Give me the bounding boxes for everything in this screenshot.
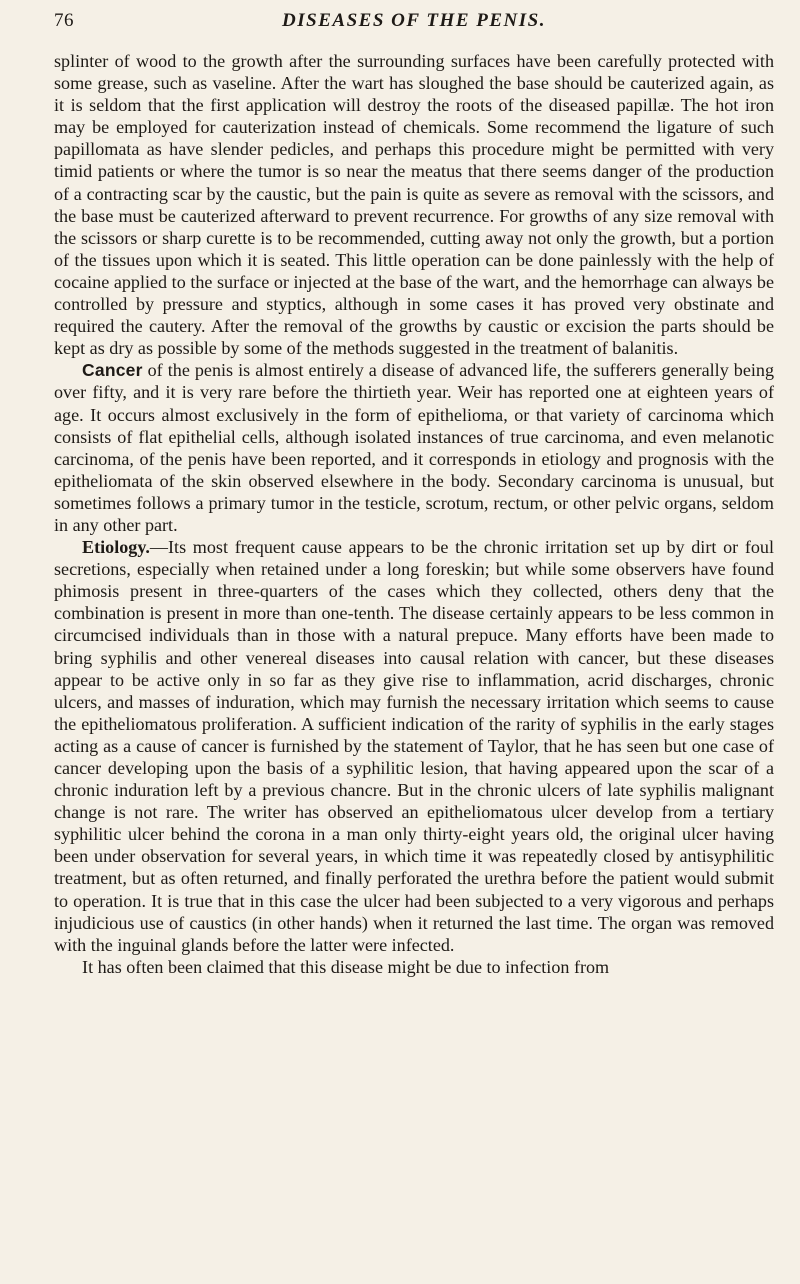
paragraph-infection [54,956,774,978]
paragraph-text: It has often been claimed that this disease might be due to infection from [82,956,610,977]
paragraph-cancer [54,359,774,536]
subsection-heading-etiology: Etiology. [82,537,150,558]
page-number: 76 [54,10,74,31]
paragraph-text: of the penis is almost entirely a disease of advanced life, the sufferers generally being over fifty, and it is very rare before the thirtieth year. Weir has reported one at eighteen years of age. It occurs almost exclusively in the form of epithelioma, or that variety of carcinoma which consists of flat epithelial cells, although isolated instances of true carcinoma, and even melanotic carcinoma, of the penis have been reported, and it corresponds in etiology and prognosis with the epitheliomata of the skin observed elsewhere in the body. Secondary carcinoma is unusual, but sometimes follows a primary tumor in the testicle, scrotum, rectum, or other pelvic organs, seldom in any other part. [54,360,774,535]
paragraph-etiology [54,536,774,956]
paragraph-continuation [54,50,774,359]
paragraph-text: —Its most frequent cause appears to be the chronic irritation set up by dirt or foul secretions, especially when retained under a long foreskin; but while some observers have found phimosis present in three-quarters of the cases which they collected, others deny that the combination is present in more than one-tenth. The disease certainly appears to be less common in circumcised individuals than in those with a natural prepuce. Many efforts have been made to bring syphilis and other venereal diseases into causal relation with cancer, but these diseases appear to be active only in so far as they give rise to inflammation, acrid discharges, chronic ulcers, and masses of induration, which may furnish the necessary irritation which seems to cause the epitheliomatous proliferation. A sufficient indication of the rarity of syphilis in the early stages acting as a cause of cancer is furnished by the statement of Taylor, that he has seen but one case of cancer developing upon the basis of a syphilitic lesion, that having appeared upon the scar of a chronic induration left by a previous chancre. But in the chronic ulcers of late syphilis malignant change is not rare. The writer has observed an epitheliomatous ulcer develop from a tertiary syphilitic ulcer behind the corona in a man only thirty-eight years old, the original ulcer having been under observation for several years, in which time it was repeatedly closed by antisyphilitic treatment, but as often returned, and finally perforated the urethra before the patient would submit to operation. It is true that in this case the ulcer had been subjected to a very vigorous and perhaps injudicious use of caustics (in other hands) when it returned the last time. The organ was removed with the inguinal glands before the latter were infected. [54,537,774,955]
running-title: DISEASES OF THE PENIS. [282,10,546,31]
section-heading-cancer: Cancer [82,360,143,381]
paragraph-text: splinter of wood to the growth after the surrounding surfaces have been carefully protected with some grease, such as vaseline. After the wart has sloughed the base should be cauterized again, as it is seldom that the first application will destroy the roots of the diseased papillæ. The hot iron may be employed for cauterization instead of chemicals. Some recommend the ligature of such papillomata as have slender pedicles, and perhaps this procedure might be permitted with very timid patients or where the tumor is so near the meatus that there seems danger of the production of a contracting scar by the caustic, but the pain is quite as severe as removal with the scissors, and the base must be cauterized afterward to prevent recurrence. For growths of any size removal with the scissors or sharp curette is to be recommended, cutting away not only the growth, but a portion of the tissues upon which it is seated. This little operation can be done painlessly with the help of cocaine applied to the surface or injected at the base of the wart, and the hemorrhage can always be controlled by pressure and styptics, although in some cases it has proved very obstinate and required the cautery. After the removal of the growths by caustic or excision the parts should be kept as dry as possible by some of the methods suggested in the treatment of balanitis. [54,51,774,359]
page-body [54,50,774,978]
page-header [54,6,774,40]
